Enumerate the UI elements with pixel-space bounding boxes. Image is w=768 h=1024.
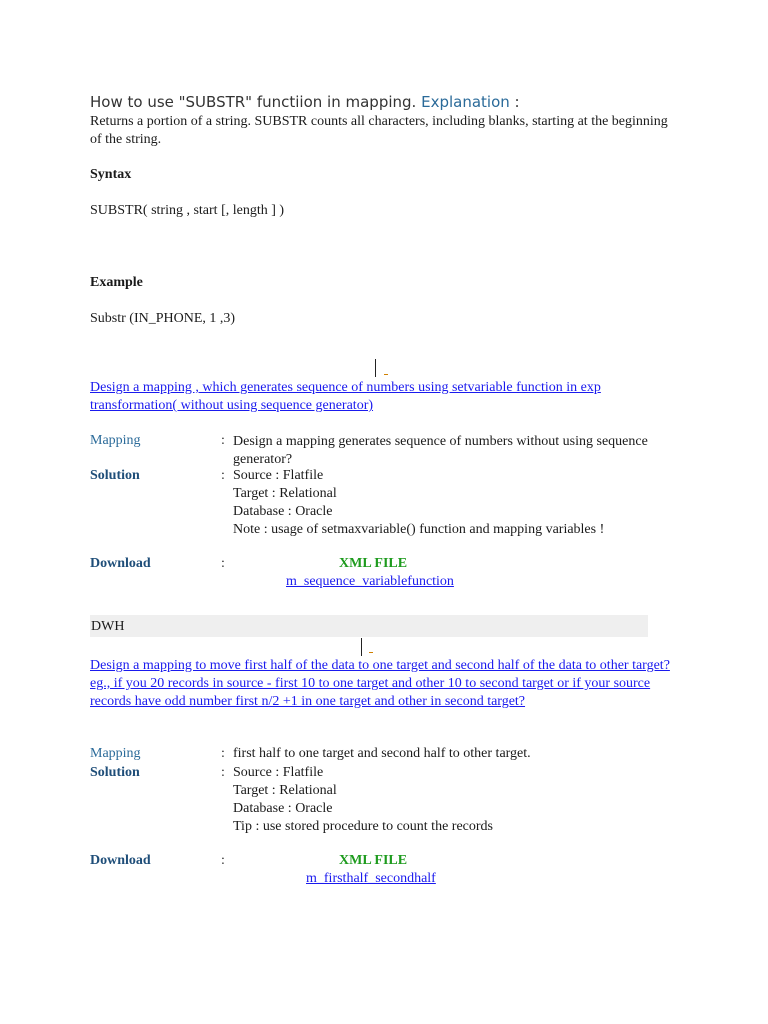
section2-mapping-text: first half to one target and second half to other target. bbox=[233, 746, 531, 761]
section1-solution-label: Solution bbox=[90, 468, 140, 483]
section2-download-label: Download bbox=[90, 853, 151, 868]
section1-download-label: Download bbox=[90, 556, 151, 571]
cursor-tick bbox=[369, 652, 373, 653]
section1-mapping-colon: : bbox=[221, 433, 225, 448]
section2-solution-line: Tip : use stored procedure to count the records bbox=[233, 819, 493, 834]
text-cursor bbox=[375, 359, 376, 377]
section1-solution-line: Target : Relational bbox=[233, 486, 337, 501]
section2-solution-line: Target : Relational bbox=[233, 783, 337, 798]
section1-download-colon: : bbox=[221, 556, 225, 571]
section1-solution-line: Note : usage of setmaxvariable() function and mapping variables ! bbox=[233, 522, 605, 537]
description-text: Returns a portion of a string. SUBSTR counts all characters, including blanks, starting at the beginning of the string. bbox=[90, 114, 668, 147]
section2-xml-label: XML FILE bbox=[339, 853, 408, 868]
section2-mapping-colon: : bbox=[221, 746, 225, 761]
syntax-label: Syntax bbox=[90, 167, 132, 182]
example-code: Substr (IN_PHONE, 1 ,3) bbox=[90, 311, 236, 326]
heading-accent: Explanation bbox=[421, 93, 510, 111]
section1-title-link[interactable]: Design a mapping , which generates sequence of numbers using setvariable function in exp transformation( without using sequence generator) bbox=[90, 380, 601, 413]
text-cursor bbox=[361, 638, 362, 656]
page-heading bbox=[90, 93, 520, 111]
section2-solution-label: Solution bbox=[90, 765, 140, 780]
cursor-tick bbox=[384, 374, 388, 375]
dwh-label: DWH bbox=[91, 619, 125, 634]
section1-solution-line: Database : Oracle bbox=[233, 504, 333, 519]
section1-solution-colon: : bbox=[221, 468, 225, 483]
section2-file-link[interactable]: m_firsthalf_secondhalf bbox=[306, 871, 436, 886]
syntax-code: SUBSTR( string , start [, length ] ) bbox=[90, 203, 285, 218]
section2-solution-line: Source : Flatfile bbox=[233, 765, 324, 780]
section1-xml-label: XML FILE bbox=[339, 556, 408, 571]
section1-mapping-text: Design a mapping generates sequence of numbers without using sequence generator? bbox=[233, 434, 648, 467]
example-label: Example bbox=[90, 275, 143, 290]
dwh-bar bbox=[90, 615, 648, 637]
section2-download-colon: : bbox=[221, 853, 225, 868]
section2-solution-colon: : bbox=[221, 765, 225, 780]
section1-mapping-label: Mapping bbox=[90, 433, 141, 448]
heading-suffix: : bbox=[514, 93, 520, 111]
section2-title-link[interactable]: Design a mapping to move first half of the data to one target and second half of the data to other target? eg., if you 20 records in source - first 10 to one target and other 10 to second target or if your source records have odd number first n/2 +1 in one target and other in second target? bbox=[90, 658, 670, 709]
heading-prefix: How to use "SUBSTR" functiion in mapping. bbox=[90, 93, 417, 111]
section2-solution-line: Database : Oracle bbox=[233, 801, 333, 816]
section1-solution-line: Source : Flatfile bbox=[233, 468, 324, 483]
section1-file-link[interactable]: m_sequence_variablefunction bbox=[286, 574, 454, 589]
section2-mapping-label: Mapping bbox=[90, 746, 141, 761]
